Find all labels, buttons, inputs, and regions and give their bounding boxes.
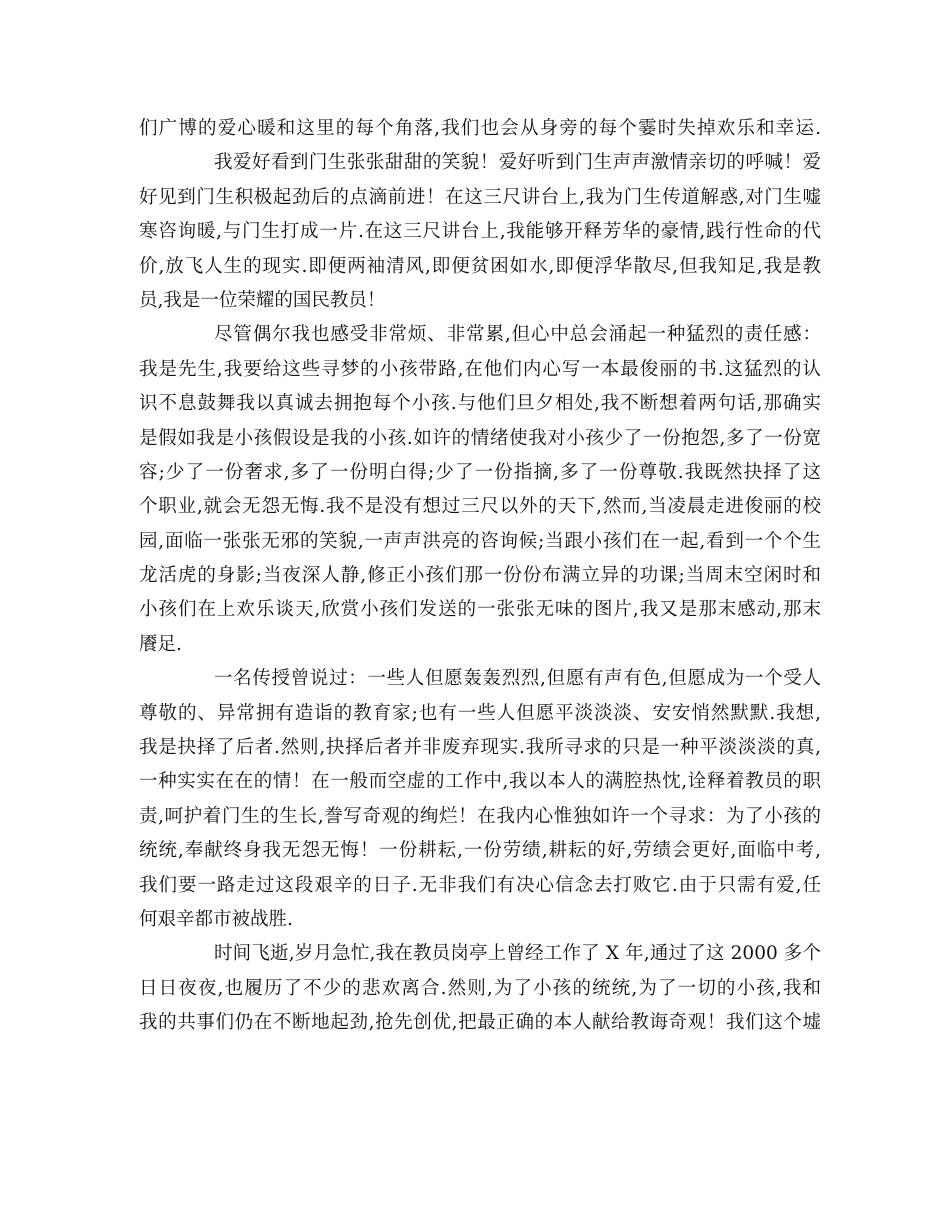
text-line: 统统,奉献终身我无怨无悔！一份耕耘,一份劳绩,耕耘的好,劳绩会更好,面临中考, (139, 840, 821, 862)
text-line: 龙活虎的身影;当夜深人静,修正小孩们那一份份布满立异的功课;当周末空闲时和 (139, 565, 821, 587)
text-line: 是假如我是小孩假设是我的小孩.如许的情绪使我对小孩少了一份抱怨,多了一份宽 (139, 427, 821, 449)
text-line: 们广博的爱心暖和这里的每个角落,我们也会从身旁的每个霎时失掉欢乐和幸运. (139, 118, 821, 139)
text-line: 尊敬的、异常拥有造诣的教育家;也有一些人但愿平淡淡淡、安安悄然默默.我想, (139, 702, 821, 724)
text-line: 容;少了一份奢求,多了一份明白得;少了一份指摘,多了一份尊敬.我既然抉择了这 (139, 461, 821, 483)
text-line: 尽管偶尔我也感受非常烦、非常累,但心中总会涌起一种猛烈的责任感： (214, 324, 821, 346)
text-line: 时间飞逝,岁月急忙,我在教员岗亭上曾经工作了 X 年,通过了这 2000 多个 (214, 943, 821, 965)
text-line: 好见到门生积极起劲后的点滴前进！在这三尺讲台上,我为门生传道解惑,对门生嘘 (139, 186, 821, 208)
text-line: 寒咨询暖,与门生打成一片.在这三尺讲台上,我能够开释芳华的豪情,践行性命的代 (139, 221, 821, 243)
text-line: 员,我是一位荣耀的国民教员！ (139, 289, 386, 311)
text-line: 一种实实在在的情！在一般而空虚的工作中,我以本人的满腔热忱,诠释着教员的职 (139, 771, 821, 793)
text-line: 价,放飞人生的现实.即便两袖清风,即便贫困如水,即便浮华散尽,但我知足,我是教 (139, 255, 821, 277)
paragraph-4 (139, 662, 821, 937)
text-line: 餍足. (139, 633, 182, 655)
text-line: 日日夜夜,也履历了不少的悲欢离合.然则,为了小孩的统统,为了一切的小孩,我和 (139, 977, 821, 999)
text-line: 小孩们在上欢乐谈天,欣赏小孩们发送的一张张无味的图片,我又是那末感动,那末 (139, 599, 821, 621)
text-line: 责,呵护着门生的生长,誊写奇观的绚烂！在我内心惟独如许一个寻求：为了小孩的 (139, 805, 821, 827)
text-line: 我们要一路走过这段艰辛的日子.无非我们有决心信念去打败它.由于只需有爱,任 (139, 874, 821, 896)
text-line: 我是先生,我要给这些寻梦的小孩带路,在他们内心写一本最俊丽的书.这猛烈的认 (139, 358, 821, 380)
text-line: 识不息鼓舞我以真诚去拥抱每个小孩.与他们旦夕相处,我不断想着两句话,那确实 (139, 393, 821, 415)
text-line: 一名传授曾说过：一些人但愿轰轰烈烈,但愿有声有色,但愿成为一个受人 (214, 668, 821, 690)
paragraph-2 (139, 146, 821, 318)
text-line: 园,面临一张张无邪的笑貌,一声声洪亮的咨询候;当跟小孩们在一起,看到一个个生 (139, 530, 821, 552)
text-line: 何艰辛都市被战胜. (139, 908, 293, 930)
paragraph-1 (139, 112, 821, 146)
text-line: 个职业,就会无怨无悔.我不是没有想过三尺以外的天下,然而,当凌晨走进俊丽的校 (139, 496, 821, 518)
text-line: 我爱好看到门生张张甜甜的笑貌！爱好听到门生声声激情亲切的呼喊！爱 (214, 152, 821, 174)
document-body (139, 112, 821, 1041)
paragraph-5 (139, 937, 821, 1040)
text-line: 我的共事们仍在不断地起劲,抢先创优,把最正确的本人献给教诲奇观！我们这个墟 (139, 1012, 821, 1034)
paragraph-3 (139, 318, 821, 662)
text-line: 我是抉择了后者.然则,抉择后者并非废弃现实.我所寻求的只是一种平淡淡淡的真, (139, 737, 821, 759)
